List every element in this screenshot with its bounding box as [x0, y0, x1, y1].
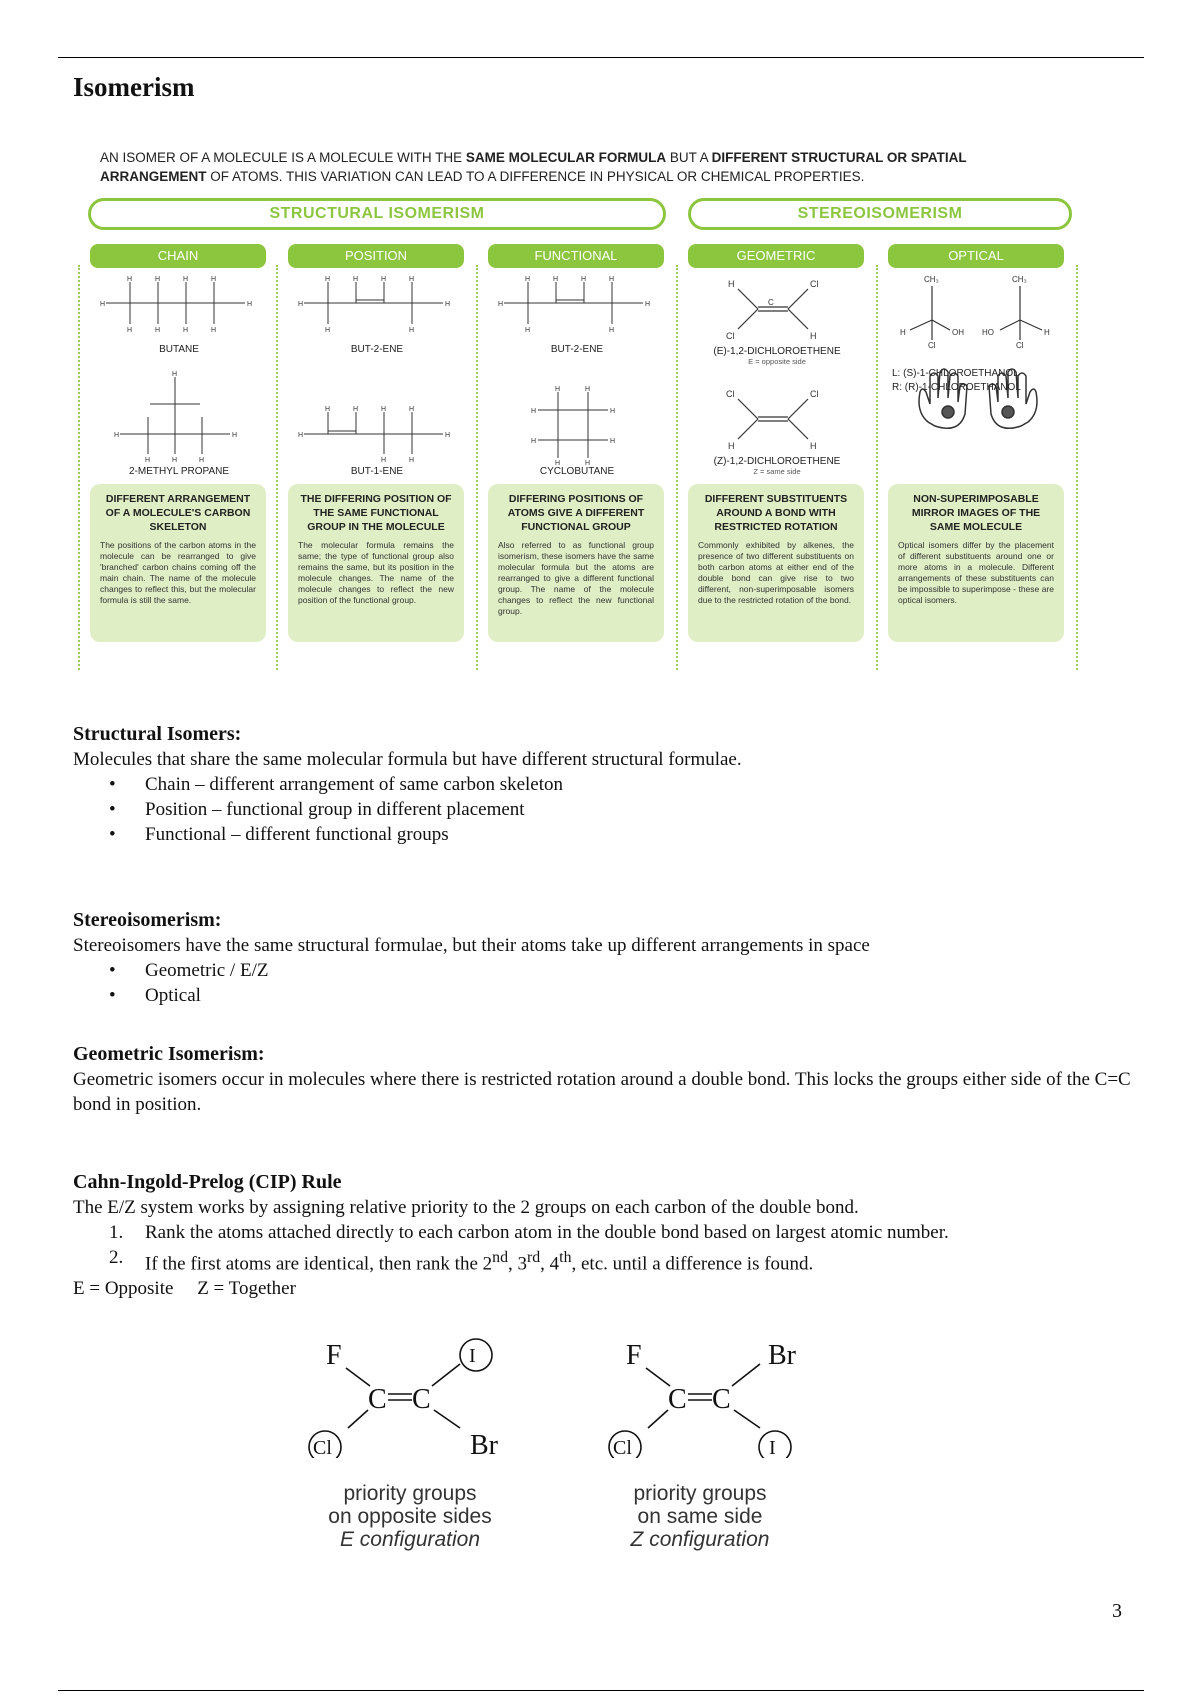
- list-item: • Functional – different functional groups: [109, 822, 1133, 847]
- column-title: OPTICAL: [888, 244, 1064, 268]
- structure-caption: CYCLOBUTANE: [539, 466, 615, 477]
- atom-label: Cl: [613, 1437, 632, 1458]
- page-title: Isomerism: [73, 72, 195, 102]
- section-heading: Stereoisomerism:: [73, 909, 222, 931]
- svg-text:H: H: [172, 457, 178, 464]
- svg-text:H: H: [381, 457, 387, 464]
- cip-rule-section: [73, 1170, 1133, 1301]
- column-divider: [476, 265, 478, 670]
- svg-text:H: H: [155, 327, 161, 334]
- priority-circle: [460, 1339, 492, 1371]
- svg-text:H: H: [555, 386, 561, 393]
- svg-text:Cl: Cl: [928, 341, 936, 350]
- atom-label: C: [368, 1384, 387, 1415]
- svg-text:H: H: [353, 276, 359, 283]
- isomerism-infographic: [78, 140, 1082, 675]
- structure-caption: BUT-2-ENE: [350, 344, 404, 355]
- svg-text:H: H: [555, 460, 561, 467]
- section-text: Molecules that share the same molecular formula but have different structural formulae.: [73, 749, 742, 770]
- atom-label: C: [712, 1384, 731, 1415]
- svg-text:H: H: [581, 276, 587, 283]
- svg-text:H: H: [498, 301, 504, 308]
- column-title: POSITION: [288, 244, 464, 268]
- svg-text:H: H: [1044, 328, 1050, 337]
- svg-text:CH₃: CH₃: [924, 275, 939, 284]
- ez-configuration-figure: [290, 1328, 830, 1558]
- svg-text:H: H: [325, 327, 331, 334]
- z-configuration-caption: priority groups on same side Z configuration: [630, 1482, 770, 1551]
- svg-text:H: H: [199, 457, 205, 464]
- bullet-list: [73, 958, 1133, 1008]
- top-rule: [58, 57, 1144, 58]
- svg-text:H: H: [247, 301, 253, 308]
- atom-label: Cl: [313, 1437, 332, 1458]
- svg-text:H: H: [172, 371, 178, 378]
- atom-label: Br: [470, 1430, 498, 1458]
- geometric-structures: [688, 272, 866, 482]
- bottom-rule: [58, 1690, 1144, 1691]
- structure-caption: R: (R)-1-CHLOROETHANOL: [892, 382, 1021, 393]
- svg-text:H: H: [183, 327, 189, 334]
- column-optical: [888, 244, 1066, 674]
- svg-text:H: H: [409, 406, 415, 413]
- column-chain: [90, 244, 268, 674]
- svg-text:H: H: [585, 460, 591, 467]
- geometric-description: DIFFERENT SUBSTITUENTS AROUND A BOND WITH RESTRICTED ROTATION Commonly exhibited by alkenes, the presence of two different substituents on both carbon atoms at either end of the double bond can give rise to two different, non-superimposable isomers due to the restricted rotation of the bond.: [688, 484, 864, 642]
- structure-caption: BUT-2-ENE: [550, 344, 604, 355]
- svg-text:Cl: Cl: [726, 331, 735, 341]
- section-text: Stereoisomers have the same structural formulae, but their atoms take up different arrangements in space: [73, 935, 870, 956]
- svg-text:H: H: [232, 432, 238, 439]
- functional-description: DIFFERING POSITIONS OF ATOMS GIVE A DIFFERENT FUNCTIONAL GROUP Also referred to as functional group isomerism, these isomers have the same molecular formula but the atoms are rearranged to give a different functional group. The name of the molecule changes to reflect the new functional group.: [488, 484, 664, 642]
- svg-text:H: H: [810, 441, 817, 451]
- atom-label: I: [469, 1345, 476, 1367]
- svg-text:H: H: [585, 386, 591, 393]
- section-text: Geometric isomers occur in molecules where there is restricted rotation around a double bond. This locks the groups either side of the C=C bond in position.: [73, 1069, 1131, 1115]
- list-item: 2. If the first atoms are identical, then rank the 2nd, 3rd, 4th, etc. until a difference is found.: [109, 1247, 814, 1275]
- svg-text:H: H: [114, 432, 120, 439]
- svg-text:H: H: [609, 276, 615, 283]
- svg-text:H: H: [610, 408, 616, 415]
- svg-text:Cl: Cl: [810, 389, 819, 399]
- svg-text:H: H: [127, 276, 133, 283]
- position-description: THE DIFFERING POSITION OF THE SAME FUNCTIONAL GROUP IN THE MOLECULE The molecular formula remains the same; the type of functional group also remains the same, but its position in the molecule changes. The name of the molecule changes to reflect the new position of the functional group.: [288, 484, 464, 642]
- svg-text:C: C: [768, 298, 774, 307]
- svg-text:CH₃: CH₃: [1012, 275, 1027, 284]
- structural-isomers-section: [73, 722, 1133, 847]
- structure-caption: BUT-1-ENE: [350, 466, 404, 477]
- svg-text:Cl: Cl: [726, 389, 735, 399]
- stereoisomerism-pill: STEREOISOMERISM: [688, 198, 1072, 230]
- column-divider: [276, 265, 278, 670]
- chain-description: DIFFERENT ARRANGEMENT OF A MOLECULE'S CARBON SKELETON The positions of the carbon atoms in the molecule can be rearranged to give 'branched' carbon chains coming off the main chain. The name of the molecule changes to reflect this, but the molecular formula is still the same.: [90, 484, 266, 642]
- section-heading: Cahn-Ingold-Prelog (CIP) Rule: [73, 1171, 342, 1193]
- optical-description: NON-SUPERIMPOSABLE MIRROR IMAGES OF THE SAME MOLECULE Optical isomers differ by the placement of different substituents around one or more atoms in a molecule. Different arrangements of these substituents can be impossible to superimpose - these are optical isomers.: [888, 484, 1064, 642]
- column-position: [288, 244, 466, 674]
- svg-text:H: H: [183, 276, 189, 283]
- structure-caption: BUTANE: [159, 344, 199, 355]
- list-item: 1. Rank the atoms attached directly to each carbon atom in the double bond based on largest atomic number.: [109, 1222, 949, 1243]
- svg-text:H: H: [353, 406, 359, 413]
- atom-label: F: [326, 1340, 342, 1371]
- atom-label: I: [769, 1437, 776, 1458]
- ez-definitions: E = Opposite Z = Together: [73, 1278, 296, 1300]
- svg-text:H: H: [211, 327, 217, 334]
- page-number: 3: [1112, 1600, 1122, 1622]
- e-configuration-caption: priority groups on opposite sides E configuration: [328, 1482, 492, 1551]
- infographic-intro: AN ISOMER OF A MOLECULE IS A MOLECULE WITH THE SAME MOLECULAR FORMULA BUT A DIFFERENT STRUCTURAL OR SPATIAL ARRANGEMENT OF ATOMS. THIS VARIATION CAN LEAD TO A DIFFERENCE IN PHYSICAL OR CHEMICAL PROPERTIES.: [100, 150, 967, 184]
- svg-text:H: H: [325, 276, 331, 283]
- svg-text:Cl: Cl: [1016, 341, 1024, 350]
- svg-text:H: H: [810, 331, 817, 341]
- svg-text:H: H: [531, 408, 537, 415]
- chain-structures: [90, 272, 268, 482]
- svg-text:H: H: [525, 276, 531, 283]
- svg-text:H: H: [645, 301, 651, 308]
- svg-text:H: H: [900, 328, 906, 337]
- svg-text:HO: HO: [982, 328, 994, 337]
- structure-caption: (Z)-1,2-DICHLOROETHENE Z = same side: [713, 456, 841, 476]
- functional-structures: [488, 272, 666, 482]
- ez-structures: [290, 1328, 830, 1458]
- column-functional: [488, 244, 666, 674]
- column-divider: [1076, 265, 1078, 670]
- svg-text:H: H: [409, 457, 415, 464]
- svg-text:H: H: [298, 301, 304, 308]
- svg-text:H: H: [525, 327, 531, 334]
- list-item: • Position – functional group in different placement: [109, 797, 1133, 822]
- geometric-isomerism-section: [73, 1042, 1133, 1117]
- column-title: GEOMETRIC: [688, 244, 864, 268]
- atom-label: Br: [768, 1340, 796, 1371]
- atom-label: C: [412, 1384, 431, 1415]
- bullet-list: [73, 772, 1133, 847]
- svg-text:H: H: [298, 432, 304, 439]
- position-structures: [288, 272, 466, 482]
- svg-text:H: H: [100, 301, 106, 308]
- svg-text:H: H: [728, 279, 735, 289]
- svg-text:H: H: [610, 438, 616, 445]
- svg-text:H: H: [728, 441, 735, 451]
- svg-text:H: H: [531, 438, 537, 445]
- svg-text:H: H: [409, 276, 415, 283]
- svg-text:H: H: [127, 327, 133, 334]
- list-item: • Optical: [109, 983, 1133, 1008]
- column-divider: [876, 265, 878, 670]
- svg-text:Cl: Cl: [810, 279, 819, 289]
- svg-text:H: H: [409, 327, 415, 334]
- column-divider: [676, 265, 678, 670]
- svg-text:H: H: [445, 432, 451, 439]
- column-geometric: [688, 244, 866, 674]
- structure-caption: (E)-1,2-DICHLOROETHENE E = opposite side: [713, 346, 841, 366]
- svg-text:H: H: [155, 276, 161, 283]
- section-heading: Geometric Isomerism:: [73, 1043, 265, 1065]
- list-item: • Geometric / E/Z: [109, 958, 1133, 983]
- svg-text:H: H: [145, 457, 151, 464]
- svg-text:OH: OH: [952, 328, 964, 337]
- structure-caption: L: (S)-1-CHLOROETHANOL: [892, 368, 1019, 379]
- section-text: The E/Z system works by assigning relative priority to the 2 groups on each carbon of the double bond.: [73, 1197, 859, 1218]
- structure-caption: 2-METHYL PROPANE: [128, 466, 230, 477]
- svg-text:H: H: [381, 276, 387, 283]
- svg-text:H: H: [553, 276, 559, 283]
- atom-label: F: [626, 1340, 642, 1371]
- structural-isomerism-pill: STRUCTURAL ISOMERISM: [88, 198, 666, 230]
- svg-text:H: H: [609, 327, 615, 334]
- column-divider: [78, 265, 80, 670]
- svg-text:H: H: [325, 406, 331, 413]
- list-item: • Chain – different arrangement of same carbon skeleton: [109, 772, 1133, 797]
- column-title: FUNCTIONAL: [488, 244, 664, 268]
- numbered-list: [73, 1220, 1133, 1276]
- column-title: CHAIN: [90, 244, 266, 268]
- svg-text:H: H: [381, 406, 387, 413]
- section-heading: Structural Isomers:: [73, 723, 242, 745]
- stereoisomerism-section: [73, 908, 1133, 1008]
- svg-text:H: H: [445, 301, 451, 308]
- svg-text:H: H: [211, 276, 217, 283]
- atom-label: C: [668, 1384, 687, 1415]
